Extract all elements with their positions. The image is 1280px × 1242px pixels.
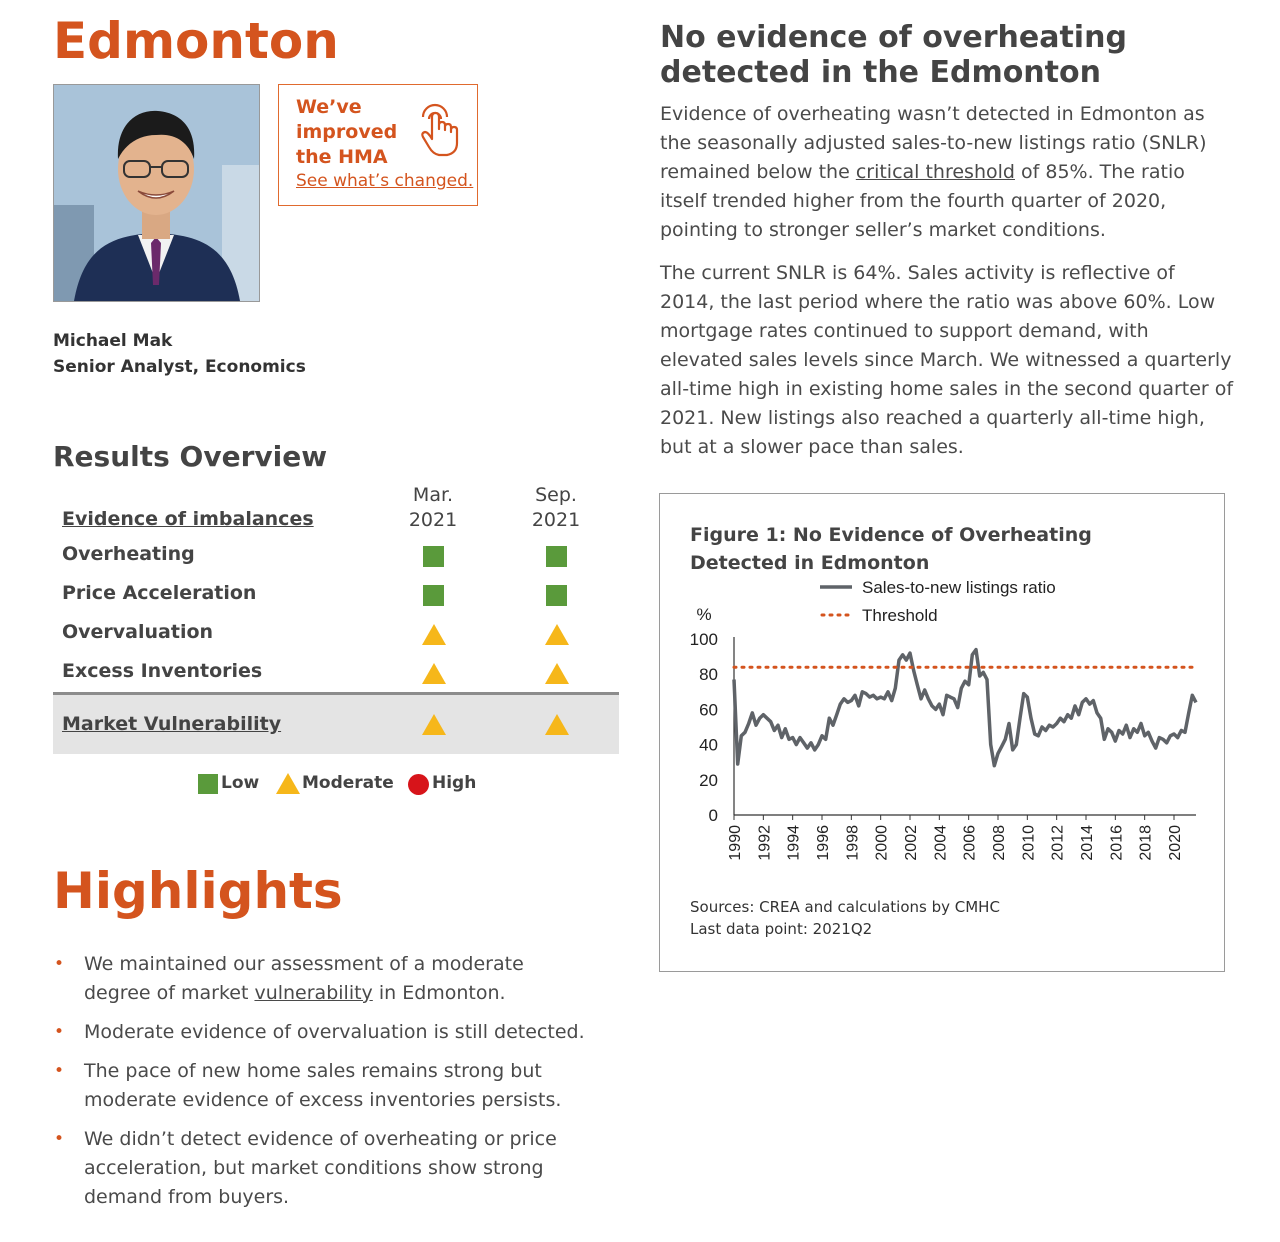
legend-high-label: High [432, 773, 477, 793]
indicator-moderate-overvaluation-sep [545, 624, 569, 645]
highlight-1-text-end: in Edmonton. [372, 982, 506, 1004]
x-tick-label: 2008 [991, 825, 1008, 861]
legend-low-label: Low [221, 773, 260, 793]
indicator-moderate-vulnerability-mar [422, 714, 446, 735]
y-tick-label: 40 [699, 735, 718, 755]
x-tick-label: 2012 [1049, 825, 1067, 861]
indicator-moderate-vulnerability-sep [545, 714, 569, 735]
indicator-low-price-acceleration-mar [423, 585, 444, 606]
city-title: Edmonton [53, 12, 339, 70]
market-vulnerability-link[interactable]: Market Vulnerability [62, 713, 282, 735]
period-2-year: 2021 [531, 509, 581, 531]
indicator-low-overheating-sep [546, 546, 567, 567]
callout-line-1: We’ve [296, 96, 362, 118]
x-tick-label: 2002 [903, 825, 920, 861]
y-tick-label: 20 [699, 770, 718, 790]
x-tick-label: 2004 [932, 825, 950, 861]
indicator-moderate-excess-inventories-sep [545, 663, 569, 684]
highlights-list [53, 950, 593, 1222]
indicator-moderate-overvaluation-mar [422, 624, 446, 645]
x-tick-label: 1996 [815, 825, 832, 861]
callout-line-3: the HMA [296, 146, 388, 168]
author-title: Senior Analyst, Economics [53, 357, 306, 377]
row-label-price-acceleration: Price Acceleration [62, 582, 257, 604]
x-tick-label: 2016 [1108, 825, 1126, 861]
period-2-month: Sep. [535, 484, 577, 506]
legend-moderate-triangle-icon [276, 773, 300, 794]
paragraph-1-text: Evidence of overheating wasn’t detected in Edmonton as the seasonally adjusted sales-to-new listings ratio (SNLR) remained below the [660, 103, 1207, 183]
see-whats-changed-link[interactable]: See what’s changed. [296, 171, 474, 191]
highlight-item: • Moderate evidence of overvaluation is still detected. [53, 1018, 593, 1047]
critical-threshold-link[interactable]: critical threshold [855, 161, 1015, 183]
highlight-item [53, 950, 593, 1008]
period-header-mar-2021 [398, 483, 468, 533]
y-tick-label: 100 [689, 630, 718, 649]
x-tick-label: 1998 [844, 825, 862, 861]
period-1-month: Mar. [412, 484, 454, 506]
article-title: No evidence of overheating detected in the Edmonton [660, 20, 1127, 90]
legend-high-circle-icon [408, 774, 429, 795]
row-label-excess-inventories: Excess Inventories [62, 660, 263, 682]
x-tick-label: 2010 [1020, 825, 1038, 861]
author-portrait-image [54, 85, 259, 301]
x-tick-label: 2006 [961, 825, 979, 861]
row-label-overheating: Overheating [62, 543, 195, 565]
figure-1 [659, 493, 1225, 972]
article-paragraph-2: The current SNLR is 64%. Sales activity is reflective of 2014, the last period where the ratio was above 60%. Low mortgage rates continued to support demand, with elevated sales levels since March. We witnessed a quarterly all-time high in existing home sales in the second quarter of 2021. New listings also reached a quarterly all-time high, but at a slower pace than sales. [660, 262, 1234, 458]
legend-threshold-label: Threshold [862, 606, 938, 625]
period-1-year: 2021 [408, 509, 458, 531]
x-tick-label: 2000 [873, 825, 891, 861]
legend-snlr-label: Sales-to-new listings ratio [862, 578, 1056, 597]
indicator-low-overheating-mar [423, 546, 444, 567]
legend-low-square-icon [198, 774, 218, 794]
paragraph-1-text-end: of 85%. The ratio itself trended higher from the fourth quarter of 2020, pointing to stronger seller’s market conditions. [660, 161, 1185, 241]
last-data-point-text: Last data point: 2021Q2 [690, 920, 873, 938]
highlight-item: • We didn’t detect evidence of overheating or price acceleration, but market conditions show strong demand from buyers. [53, 1125, 593, 1212]
pointer-hand-icon [417, 99, 461, 161]
x-tick-label: 2014 [1079, 825, 1096, 861]
highlight-item: • The pace of new home sales remains strong but moderate evidence of excess inventories persists. [53, 1057, 593, 1115]
highlight-1-text: We maintained our assessment of a moderate degree of market [84, 953, 524, 1004]
author-photo [53, 84, 260, 302]
article-paragraph-1 [660, 100, 1235, 245]
y-tick-label: 60 [699, 700, 718, 720]
author-name: Michael Mak [53, 331, 173, 351]
x-tick-label: 2018 [1137, 825, 1155, 861]
chart-title: Figure 1: No Evidence of Overheating Detected in Edmonton [690, 524, 1092, 574]
callout-line-2: improved [296, 121, 398, 143]
indicator-low-price-acceleration-sep [546, 585, 567, 606]
indicator-moderate-excess-inventories-mar [422, 663, 446, 684]
vulnerability-link[interactable]: vulnerability [254, 982, 373, 1004]
x-tick-label: 2020 [1167, 825, 1184, 861]
x-tick-label: 1992 [756, 825, 774, 861]
x-tick-label: 1994 [785, 825, 803, 861]
sources-text: Sources: CREA and calculations by CMHC [690, 898, 1000, 916]
row-label-overvaluation: Overvaluation [62, 621, 214, 643]
x-tick-label: 1990 [727, 825, 744, 861]
period-header-sep-2021 [521, 483, 591, 533]
highlights-title: Highlights [53, 862, 343, 920]
evidence-of-imbalances-link[interactable]: Evidence of imbalances [62, 508, 314, 530]
y-tick-label: 80 [699, 665, 718, 685]
figure-sources [690, 896, 1000, 940]
hma-improved-callout[interactable] [278, 84, 478, 206]
y-axis-unit-label: % [696, 605, 712, 624]
legend-moderate-label: Moderate [302, 773, 394, 793]
author-block [53, 328, 306, 380]
results-overview-title: Results Overview [53, 440, 328, 473]
y-tick-label: 0 [708, 806, 718, 825]
